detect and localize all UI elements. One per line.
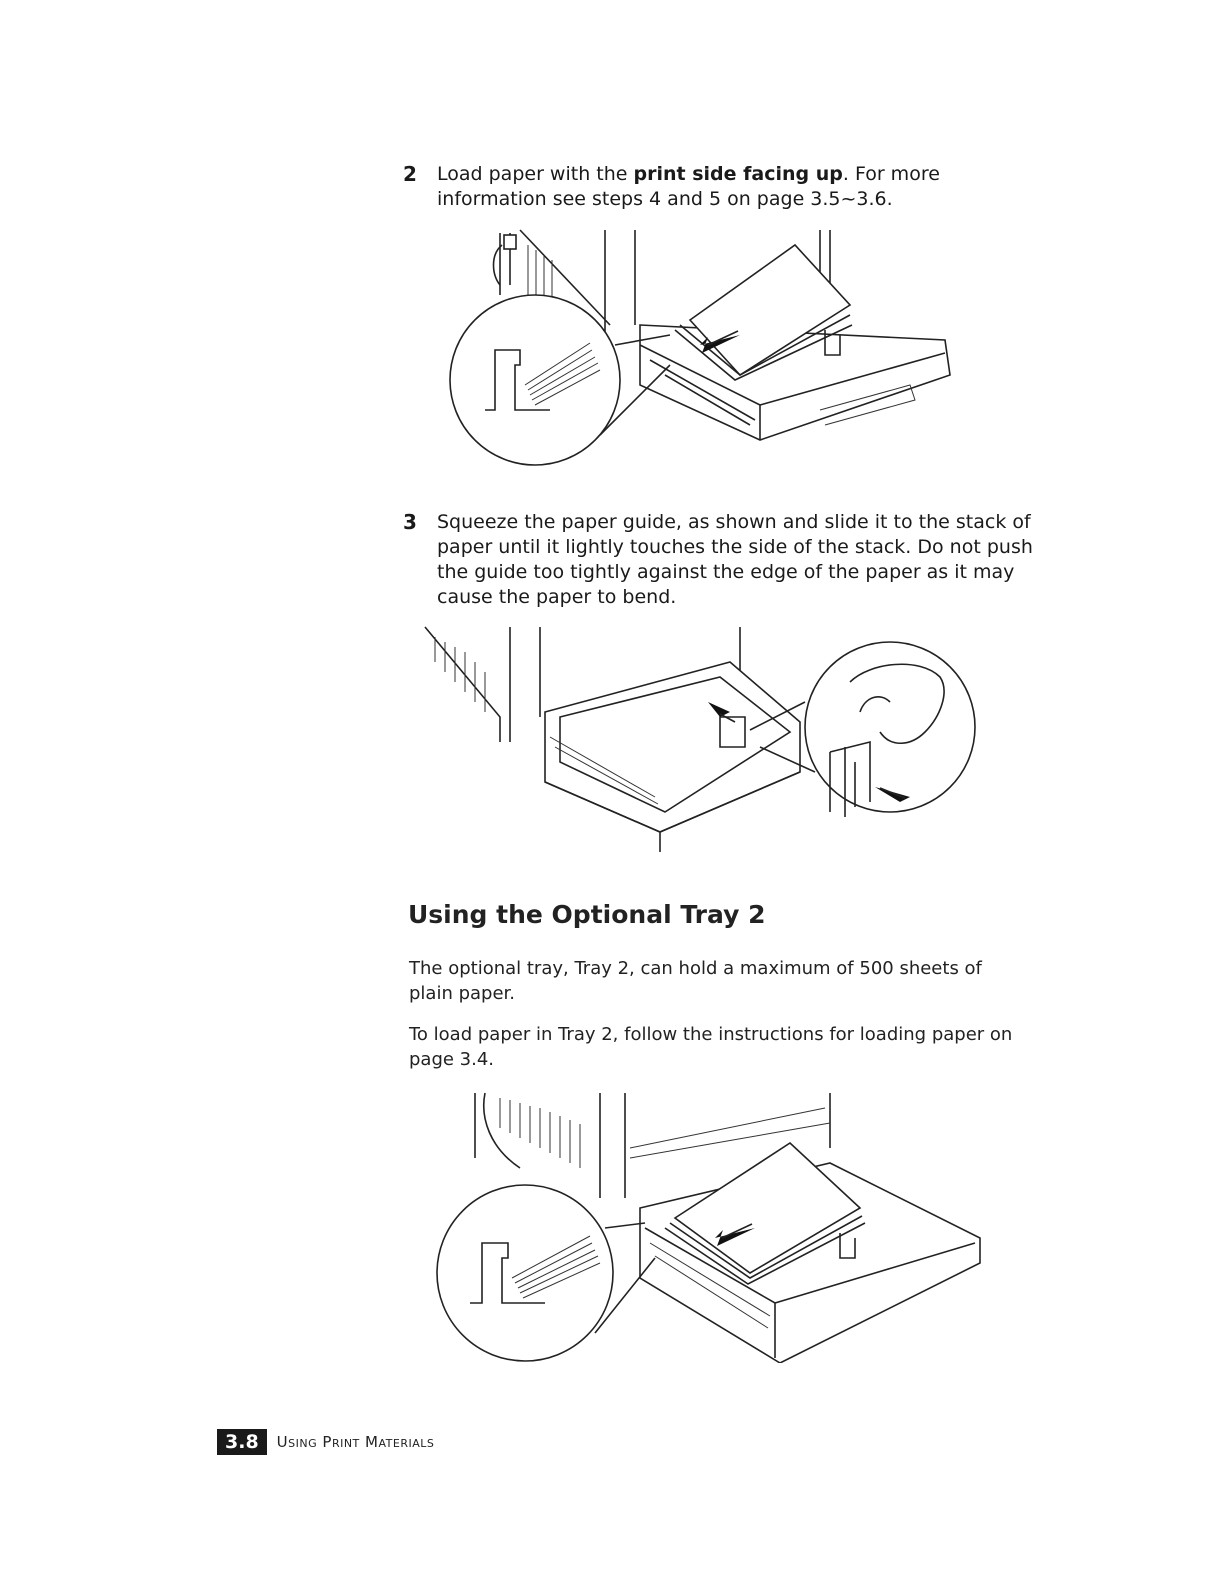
step-number: 3: [403, 510, 417, 534]
emphasis-print-side: print side facing up: [633, 163, 843, 185]
step-number: 2: [403, 162, 417, 186]
step-text: Load paper with the print side facing up. For more information see steps 4 and 5 on page 3.5~3.6.: [437, 163, 940, 210]
figure-load-paper-tray: [440, 225, 960, 475]
step-text: Squeeze the paper guide, as shown and slide it to the stack of paper until it lightly touches the side of the stack. Do not push the guide too tightly against the edge of the paper as it may cause the paper to bend.: [437, 511, 1033, 608]
section-paragraph: The optional tray, Tray 2, can hold a maximum of 500 sheets of plain paper.: [409, 958, 982, 1004]
page-number-badge: 3.8: [217, 1429, 267, 1455]
page-footer: [217, 1428, 434, 1456]
section-heading: Using the Optional Tray 2: [408, 900, 766, 929]
section-paragraph: To load paper in Tray 2, follow the instructions for loading paper on page 3.4.: [409, 1024, 1013, 1070]
figure-optional-tray-2: [430, 1088, 990, 1363]
chapter-title: Using Print Materials: [276, 1433, 435, 1451]
figure-squeeze-paper-guide: [420, 622, 980, 857]
